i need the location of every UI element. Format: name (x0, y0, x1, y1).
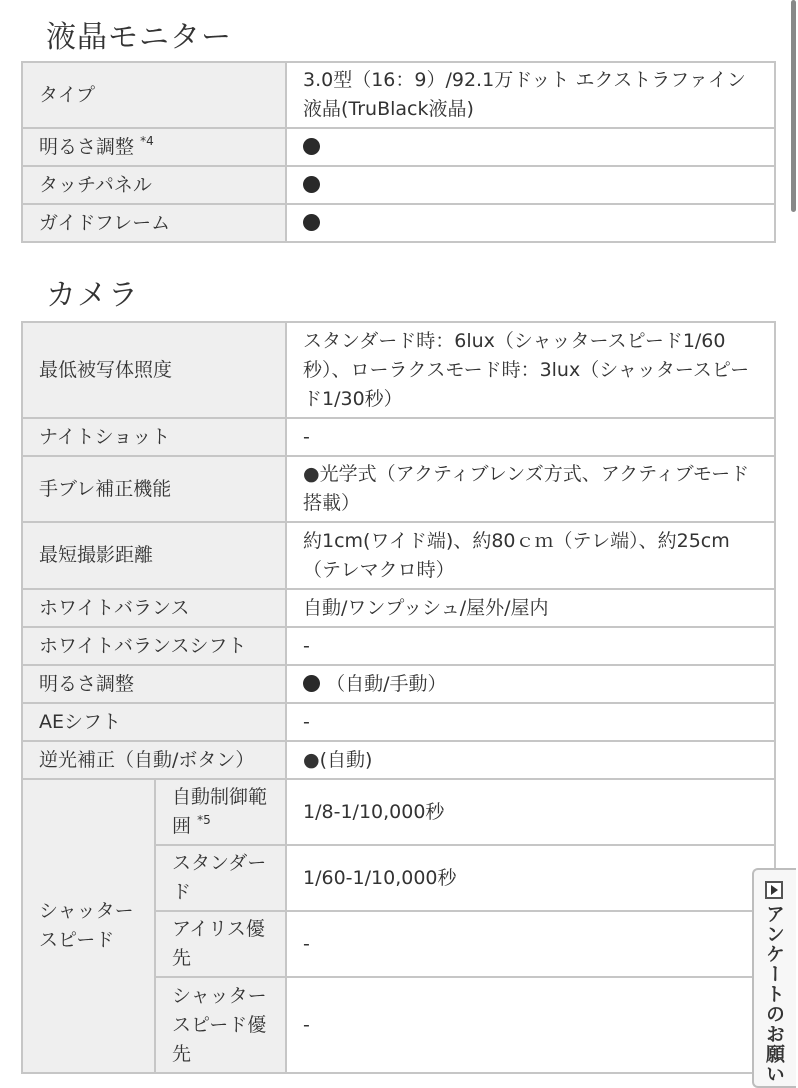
row-value (286, 128, 775, 166)
camera-spec-table (21, 321, 776, 1074)
supported-dot-icon (303, 176, 320, 193)
row-value: スタンダード時：6lux（シャッタースピード1/60秒）、ローラクスモード時：3lux（シャッタースピード1/30秒） (286, 322, 775, 418)
row-label: スタンダード (155, 845, 286, 911)
row-label: 手ブレ補正機能 (22, 456, 286, 522)
table-row (22, 627, 775, 665)
supported-dot-icon (303, 138, 320, 155)
survey-tab[interactable] (752, 868, 796, 1088)
row-value (286, 166, 775, 204)
survey-tab-label: アンケートのお願い (763, 904, 785, 1084)
table-row (22, 703, 775, 741)
table-row (22, 779, 775, 845)
row-value: 1/60-1/10,000秒 (286, 845, 775, 911)
row-label: シャッタースピード優先 (155, 977, 286, 1073)
footnote-mark: *4 (140, 133, 154, 148)
row-label: タイプ (22, 62, 286, 128)
row-label: 最短撮影距離 (22, 522, 286, 589)
row-label: 逆光補正（自動/ボタン） (22, 741, 286, 779)
table-row (22, 204, 775, 242)
supported-dot-icon (303, 214, 320, 231)
row-value: 約1cm(ワイド端)、約80ｃｍ（テレ端）、約25cm（テレマクロ時） (286, 522, 775, 589)
row-label: 自動制御範囲 $^{*5}$ (155, 779, 286, 845)
row-label: 明るさ調整 $^{*4}$ (22, 128, 286, 166)
row-value: - (286, 627, 775, 665)
row-label: ホワイトバランスシフト (22, 627, 286, 665)
shutter-speed-group-label: シャッタースピード (22, 779, 155, 1073)
table-row (22, 418, 775, 456)
table-row (22, 522, 775, 589)
table-row (22, 62, 775, 128)
row-value: 1/8-1/10,000秒 (286, 779, 775, 845)
table-row (22, 166, 775, 204)
table-row (22, 322, 775, 418)
row-value: ●(自動) (286, 741, 775, 779)
row-value: - (286, 911, 775, 977)
row-value: 3.0型（16：9）/92.1万ドット エクストラファイン液晶(TruBlack液晶) (286, 62, 775, 128)
camera-section-title: カメラ (46, 278, 139, 313)
supported-dot-icon (303, 675, 320, 692)
row-label: ガイドフレーム (22, 204, 286, 242)
play-icon (765, 881, 783, 899)
row-label: ナイトショット (22, 418, 286, 456)
table-row (22, 456, 775, 522)
row-label: タッチパネル (22, 166, 286, 204)
row-label: ホワイトバランス (22, 589, 286, 627)
page-scrollbar[interactable] (791, 0, 796, 212)
row-label: 最低被写体照度 (22, 322, 286, 418)
row-label: AEシフト (22, 703, 286, 741)
table-row (22, 665, 775, 703)
row-value: 自動/ワンプッシュ/屋外/屋内 (286, 589, 775, 627)
row-value: （自動/手動） (286, 665, 775, 703)
row-label: アイリス優先 (155, 911, 286, 977)
lcd-spec-table (21, 61, 776, 243)
table-row (22, 128, 775, 166)
row-value (286, 204, 775, 242)
row-value: ●光学式（アクティブレンズ方式、アクティブモード搭載） (286, 456, 775, 522)
table-row (22, 741, 775, 779)
row-value: - (286, 418, 775, 456)
row-label: 明るさ調整 (22, 665, 286, 703)
footnote-mark: *5 (197, 813, 211, 827)
row-value: - (286, 703, 775, 741)
row-value: - (286, 977, 775, 1073)
lcd-section-title: 液晶モニター (46, 20, 232, 55)
table-row (22, 589, 775, 627)
